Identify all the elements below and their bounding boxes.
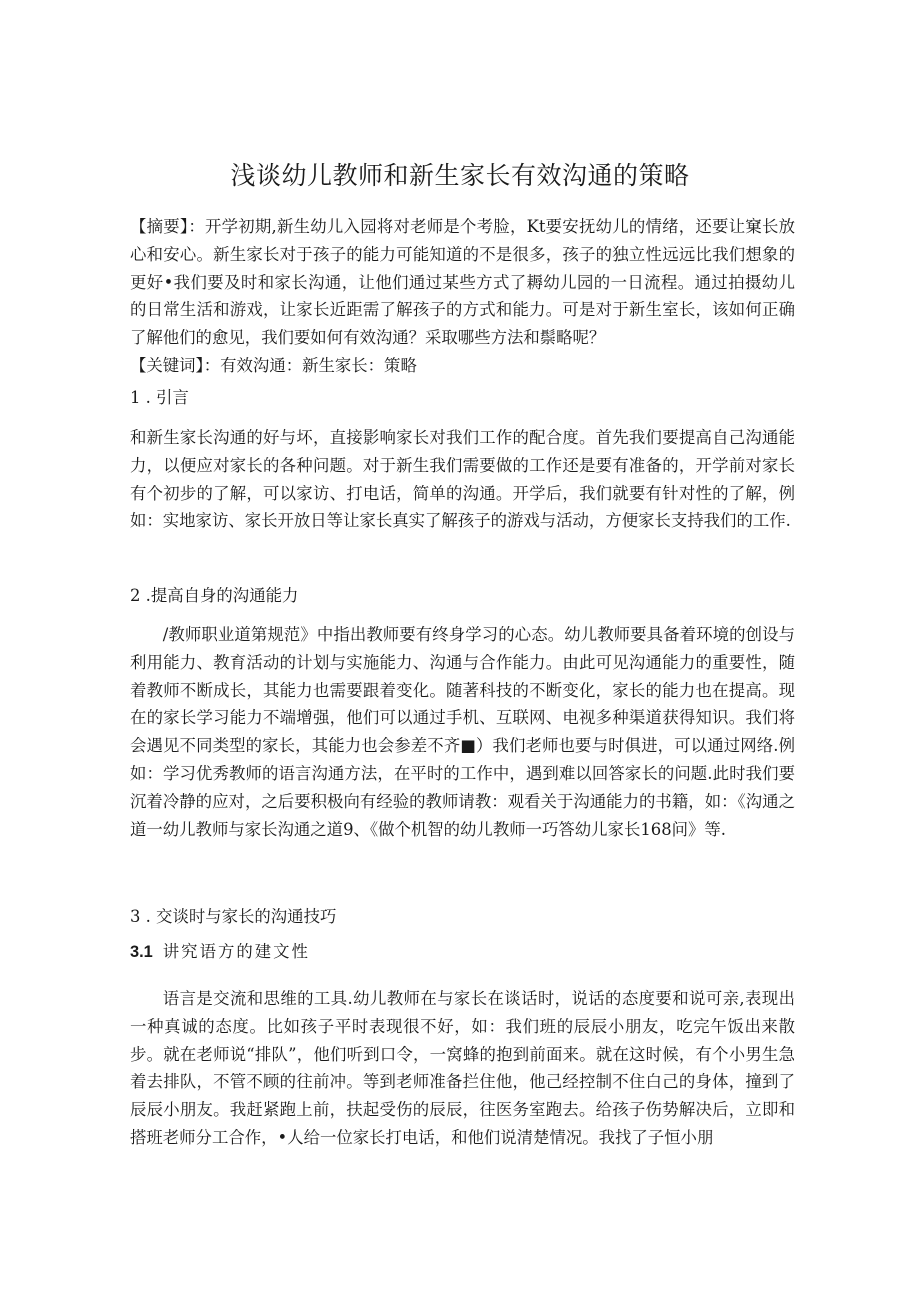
subsection-3-1-paragraph: 语言是交流和思维的工具.幼儿教师在与家长在谈话时，说话的态度要和说可亲,表现出一种真诚的态度。比如孩子平时表现很不好，如：我们班的辰辰小朋友，吃完午饭出来散步。就在老师说“排队”，他们听到口令，一窝蜂的抱到前面来。就在这时候，有个小男生急着去排队，不管不顾的往前冲。等到老师准备拦住他，他己经控制不住白己的身体，撞到了辰辰小朋友。我赶紧跑上前，扶起受伤的辰辰，往医务室跑去。给孩子伤势解决后，立即和搭班老师分工合作，•人给一位家长打电话，和他们说清楚情况。我找了子恒小朋 — [130, 989, 795, 1147]
section-2-heading: 2 .提高自身的沟通能力 — [130, 586, 299, 605]
document-title: 浅谈幼儿教师和新生家长有效沟通的策略 — [230, 161, 690, 190]
section-2-paragraph: /教师职业道第规范》中指出教师要有终身学习的心态。幼儿教师要具备着环境的创设与利用能力、教育活动的计划与实施能力、沟通与合作能力。由此可见沟通能力的重要性，随着教师不断成长，其能力也需要跟着变化。随著科技的不断变化，家长的能力也在提高。现在的家长学习能力不端增强，他们可以通过手机、互联网、电视多种渠道获得知识。我们将会遇见不同类型的家长，其能力也会参差不齐■）我们老师也要与时俱进，可以通过网络.例如：学习优秀教师的语言沟通方法，在平时的工作中，遇到难以回答家长的问题.此时我们要沉着冷静的应对，之后要积极向有经验的教师请教：观看关于沟通能力的书籍，如：《沟通之道一幼儿教师与家长沟通之道9、《做个机智的幼儿教师一巧答幼儿家长168问》等. — [130, 625, 795, 839]
abstract-paragraph: 【摘要】：开学初期,新生幼儿入园将对老师是个考脸，Kt要安抚幼儿的情绪，还要让窠长放心和安心。新生家长对于孩子的能力可能知道的不是很多，孩子的独立性远远比我们想象的更好•我们要及时和家长沟通，让他们通过某些方式了耨幼儿园的一日流程。通过拍摄幼儿的日常生活和游戏，让家长近距需了解孩子的方式和能力。可是对于新生室长，该如何正确了解他们的愈见，我们要如何有效沟通？采取哪些方法和鬃略呢？ — [130, 217, 795, 348]
keywords-line: 【关键词】：有效沟通：新生家长：策略 — [130, 356, 417, 375]
section-1-paragraph: 和新生家长沟通的好与坏，直接影响家长对我们工作的配合度。首先我们要提高自己沟通能力，以便应对家长的各种问题。对于新生我们需要做的工作还是要有准备的，开学前对家长有个初步的了解，可以家访、打电话，简单的沟通。开学后，我们就要有针对性的了解，例如：实地家访、家长开放日等让家长真实了解孩子的游戏与活动，方便家长支持我们的工作. — [130, 428, 795, 531]
section-1-heading: 1 . 引言 — [130, 388, 189, 407]
subsection-title: 讲究语方的建文性 — [162, 942, 310, 961]
subsection-3-1-heading — [130, 938, 795, 967]
section-3-heading: 3 . 交谈时与家长的沟通技巧 — [130, 907, 337, 926]
subsection-number: 3.1 — [130, 943, 153, 961]
